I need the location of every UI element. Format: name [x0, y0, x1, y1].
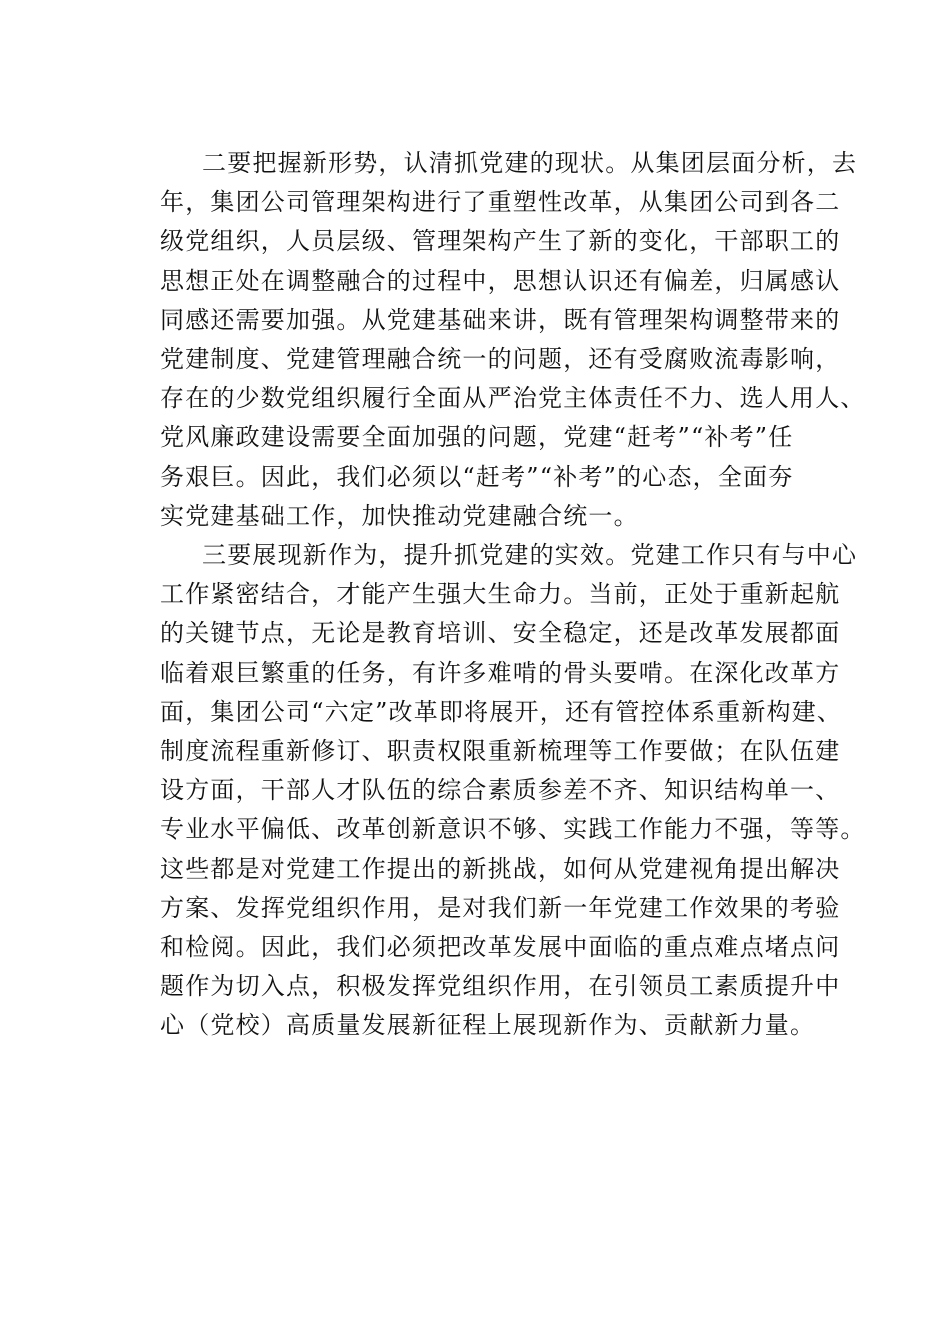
paragraph-line: 实党建基础工作，加快推动党建融合统一。 [160, 501, 639, 530]
paragraph-line: 党风廉政建设需要全面加强的问题，党建“赶考”“补考”任 [160, 423, 794, 452]
paragraph-line: 这些都是对党建工作提出的新挑战，如何从党建视角提出解决 [160, 854, 841, 883]
paragraph-line: 方案、发挥党组织作用，是对我们新一年党建工作效果的考验 [160, 893, 841, 922]
paragraph-line: 级党组织，人员层级、管理架构产生了新的变化，干部职工的 [160, 227, 841, 256]
paragraph-line: 题作为切入点，积极发挥党组织作用，在引领员工素质提升中 [160, 972, 841, 1001]
paragraph-line: 临着艰巨繁重的任务，有许多难啃的骨头要啃。在深化改革方 [160, 658, 841, 687]
paragraph-line: 年，集团公司管理架构进行了重塑性改革，从集团公司到各二 [160, 188, 841, 217]
paragraph-line: 存在的少数党组织履行全面从严治党主体责任不力、选人用人、 [160, 384, 866, 413]
paragraph-2 [118, 536, 866, 1046]
paragraph-line: 和检阅。因此，我们必须把改革发展中面临的重点难点堵点问 [160, 933, 841, 962]
paragraph-line: 思想正处在调整融合的过程中，思想认识还有偏差，归属感认 [160, 266, 841, 295]
paragraph-line: 的关键节点，无论是教育培训、安全稳定，还是改革发展都面 [160, 619, 841, 648]
paragraph-line: 务艰巨。因此，我们必须以“赶考”“补考”的心态，全面夯 [160, 462, 794, 491]
paragraph-line: 设方面，干部人才队伍的综合素质参差不齐、知识结构单一、 [160, 776, 841, 805]
paragraph-line: 三要展现新作为，提升抓党建的实效。党建工作只有与中心 [202, 541, 858, 570]
paragraph-line: 二要把握新形势，认清抓党建的现状。从集团层面分析，去 [202, 149, 858, 177]
paragraph-line: 专业水平偏低、改革创新意识不够、实践工作能力不强，等等。 [160, 815, 866, 844]
paragraph-line: 党建制度、党建管理融合统一的问题，还有受腐败流毒影响， [160, 345, 841, 374]
document-body [118, 144, 866, 1046]
paragraph-line: 心（党校）高质量发展新征程上展现新作为、贡献新力量。 [160, 1011, 816, 1040]
paragraph-line: 同感还需要加强。从党建基础来讲，既有管理架构调整带来的 [160, 305, 841, 334]
paragraph-1 [118, 144, 866, 536]
paragraph-line: 工作紧密结合，才能产生强大生命力。当前，正处于重新起航 [160, 580, 841, 609]
paragraph-line: 制度流程重新修订、职责权限重新梳理等工作要做；在队伍建 [160, 737, 841, 766]
paragraph-line: 面，集团公司“六定”改革即将展开，还有管控体系重新构建、 [160, 697, 843, 726]
